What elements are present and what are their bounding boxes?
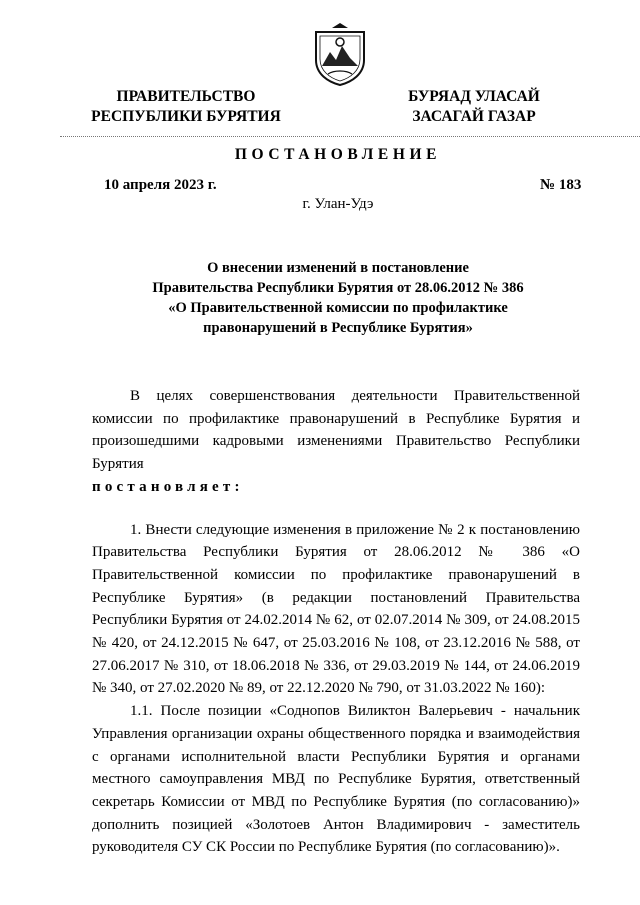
coat-of-arms-icon bbox=[312, 22, 368, 86]
item-1-1-paragraph: 1.1. После позиции «Соднопов Виликтон Валерьевич - начальник Управления организации охраны общественного порядка и взаимодействия с органами исполнительной власти Республики Бурятия и органами местного самоуправления МВД по Республике Бурятия, ответственный секретарь Комиссии от МВД по Республике Бурятия (по согласованию)» дополнить позицией «Золотоев Антон Владимирович - заместитель руководителя СУ СК России по Республике Бурятия (по согласованию)». bbox=[92, 703, 580, 856]
document-title bbox=[60, 258, 616, 338]
preamble-paragraph: В целях совершенствования деятельности Правительственной комиссии по профилактике правонарушений в Республике Бурятия и произошедшими кадровыми изменениями Правительство Республики Бурятия bbox=[92, 388, 580, 473]
government-name-russian bbox=[80, 87, 292, 127]
paragraph-gap bbox=[92, 499, 580, 519]
header-left-line1: ПРАВИТЕЛЬСТВО bbox=[116, 88, 256, 105]
government-name-buryat bbox=[388, 87, 560, 127]
header-left-line2: РЕСПУБЛИКИ БУРЯТИЯ bbox=[91, 108, 281, 125]
header-right-line2: ЗАСАГАЙ ГАЗАР bbox=[412, 108, 536, 125]
decree-word: постановляет: bbox=[92, 478, 244, 495]
header-divider bbox=[60, 136, 640, 137]
document-body bbox=[92, 385, 580, 859]
title-line4: правонарушений в Республике Бурятия» bbox=[203, 320, 473, 336]
document-type: ПОСТАНОВЛЕНИЕ bbox=[234, 146, 442, 163]
document-number: № 183 bbox=[540, 177, 582, 193]
item-1-paragraph: 1. Внести следующие изменения в приложение № 2 к постановлению Правительства Республики Бурятия от 28.06.2012 № 386 «О Правительственной комиссии по профилактике правонарушений в Республике Бурятия» (в редакции постановлений Правительства Республики Бурятия от 24.02.2014 № 62, от 02.07.2014 № 309, от 24.08.2015 № 420, от 24.12.2015 № 647, от 25.03.2016 № 108, от 23.12.2016 № 588, от 27.06.2017 № 310, от 18.06.2018 № 336, от 29.03.2019 № 144, от 24.06.2019 № 340, от 27.02.2020 № 89, от 22.12.2020 № 790, от 31.03.2022 № 160): bbox=[92, 521, 580, 697]
title-line3: «О Правительственной комиссии по профилактике bbox=[168, 300, 508, 316]
header-right-line1: БУРЯАД УЛАСАЙ bbox=[408, 88, 540, 105]
title-line2: Правительства Республики Бурятия от 28.06.2012 № 386 bbox=[152, 280, 524, 296]
document-date: 10 апреля 2023 г. bbox=[104, 177, 217, 193]
title-line1: О внесении изменений в постановление bbox=[207, 260, 469, 276]
document-city: г. Улан-Удэ bbox=[302, 196, 374, 212]
